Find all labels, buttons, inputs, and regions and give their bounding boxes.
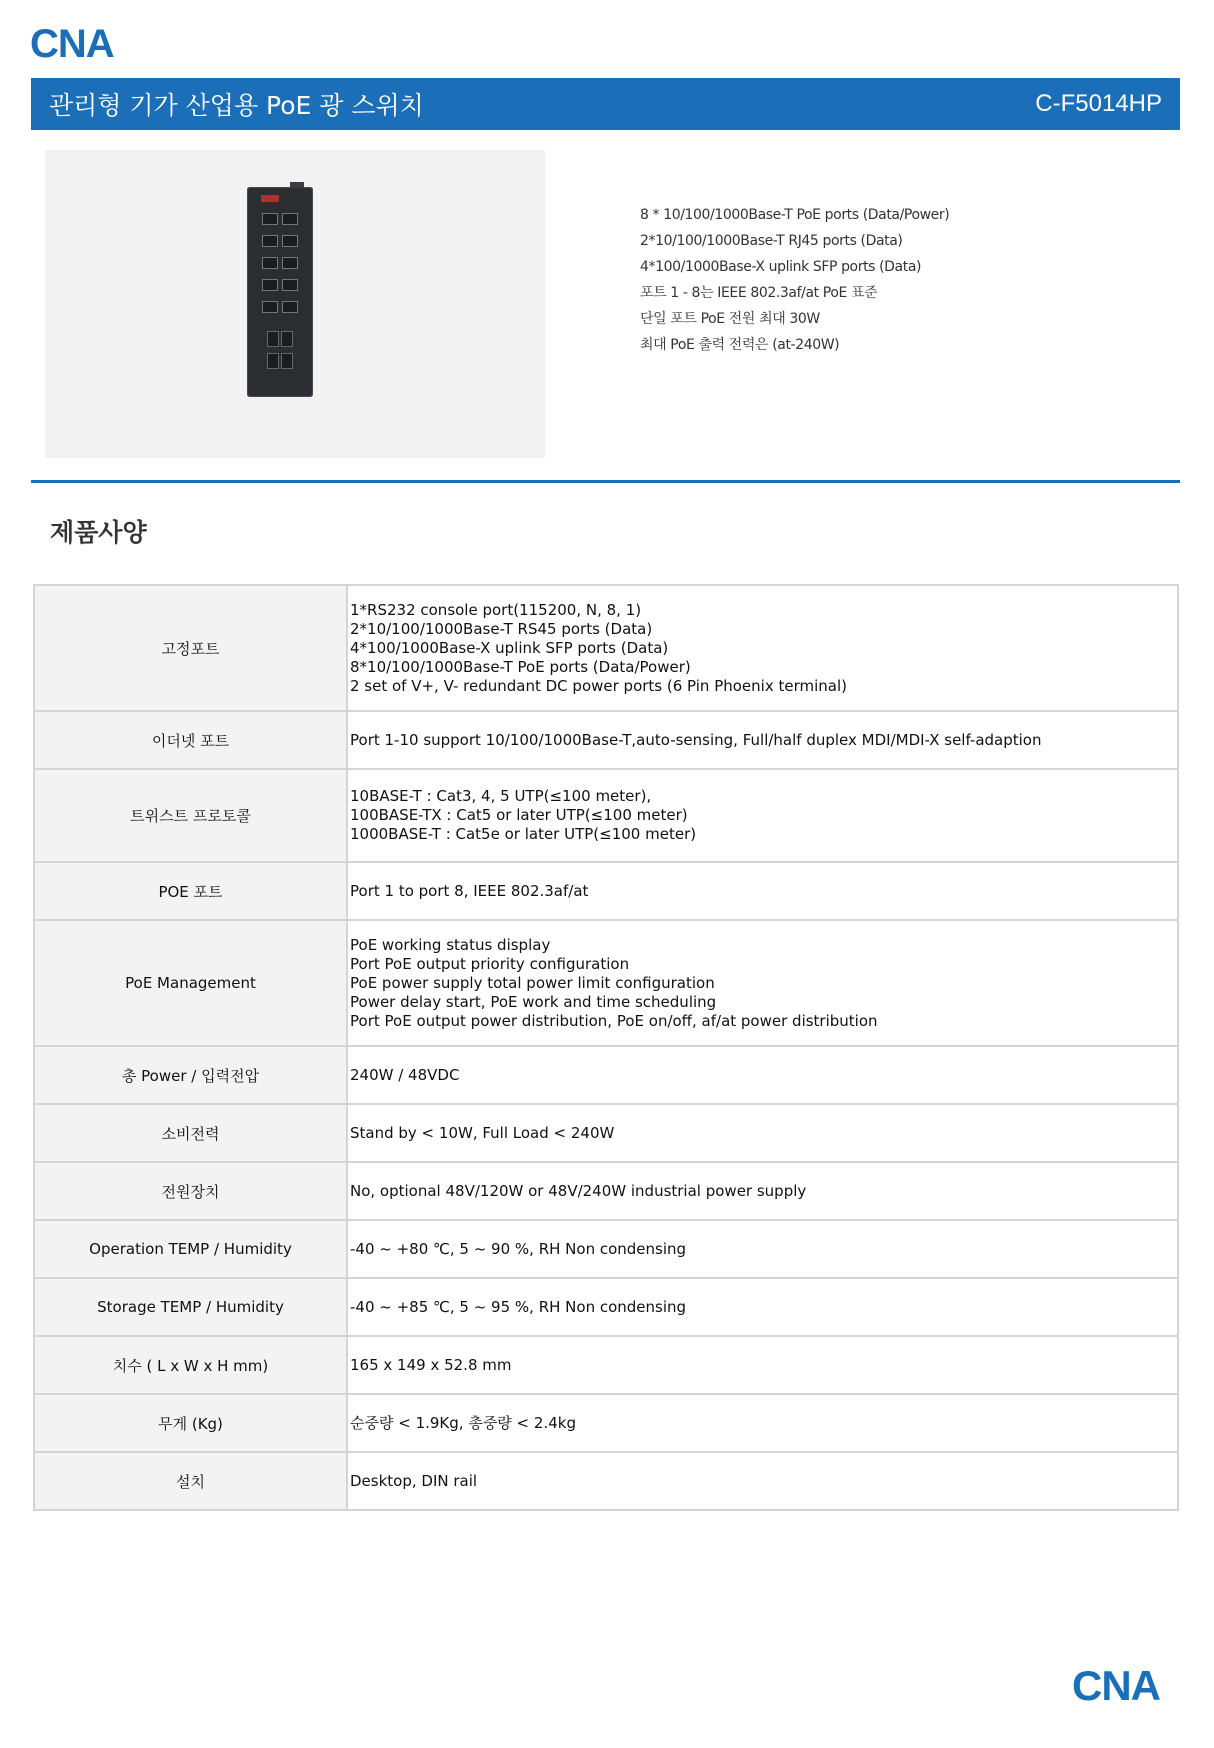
spec-value: [347, 1278, 1178, 1336]
spec-row: [34, 1452, 1178, 1510]
ethernet-port-shape: [262, 235, 278, 247]
feature-item: 8 * 10/100/1000Base-T PoE ports (Data/Power): [640, 207, 950, 223]
spec-value: [347, 862, 1178, 920]
spec-value-line: 1000BASE-T : Cat5e or later UTP(≤100 meter): [350, 825, 697, 843]
spec-label: 이더넷 포트: [34, 711, 347, 769]
spec-label: 전원장치: [34, 1162, 347, 1220]
ethernet-port-shape: [282, 257, 298, 269]
spec-value-line: No, optional 48V/120W or 48V/240W industrial power supply: [350, 1181, 807, 1200]
spec-label: 치수 ( L x W x H mm): [34, 1336, 347, 1394]
spec-value: [347, 1162, 1178, 1220]
ethernet-port-shape: [262, 257, 278, 269]
spec-value-line: Desktop, DIN rail: [350, 1471, 478, 1490]
spec-row: [34, 1162, 1178, 1220]
spec-row: [34, 1394, 1178, 1452]
footer-logo: CNA: [1072, 1662, 1160, 1709]
spec-row: [34, 1046, 1178, 1104]
spec-value: [347, 920, 1178, 1046]
spec-value-line: 100BASE-TX : Cat5 or later UTP(≤100 meter): [350, 806, 688, 824]
spec-value-line: PoE working status display: [350, 935, 551, 954]
spec-row: [34, 711, 1178, 769]
spec-label: Operation TEMP / Humidity: [34, 1220, 347, 1278]
spec-value: [347, 1336, 1178, 1394]
spec-value-line: 2 set of V+, V- redundant DC power ports (6 Pin Phoenix terminal): [350, 676, 847, 695]
spec-value-line: Port 1-10 support 10/100/1000Base-T,auto-sensing, Full/half duplex MDI/MDI-X self-adaption: [350, 730, 1042, 749]
spec-value-line: 순중량 < 1.9Kg, 총중량 < 2.4kg: [350, 1413, 576, 1432]
ethernet-port-shape: [262, 213, 278, 225]
spec-row: [34, 1104, 1178, 1162]
spec-value: [347, 769, 1178, 862]
spec-label: PoE Management: [34, 920, 347, 1046]
spec-value-line: 165 x 149 x 52.8 mm: [350, 1355, 512, 1374]
feature-item: 2*10/100/1000Base-T RJ45 ports (Data): [640, 233, 903, 249]
sfp-port-shape: [281, 331, 293, 347]
spec-value: [347, 1452, 1178, 1510]
ethernet-port-shape: [262, 279, 278, 291]
feature-item: 포트 1 - 8는 IEEE 802.3af/at PoE 표준: [640, 285, 878, 301]
spec-value-line: Port PoE output power distribution, PoE on/off, af/at power distribution: [350, 1011, 878, 1030]
spec-value-line: 1*RS232 console port(115200, N, 8, 1): [350, 600, 642, 619]
ethernet-port-shape: [282, 301, 298, 313]
spec-row: [34, 1336, 1178, 1394]
spec-value-line: 10BASE-T : Cat3, 4, 5 UTP(≤100 meter),: [350, 787, 652, 805]
spec-value-line: 8*10/100/1000Base-T PoE ports (Data/Power): [350, 657, 691, 676]
spec-row: [34, 920, 1178, 1046]
spec-table: [33, 584, 1179, 1511]
ethernet-port-shape: [282, 213, 298, 225]
section-divider: [31, 480, 1180, 483]
sfp-port-shape: [267, 331, 279, 347]
spec-value-line: 240W / 48VDC: [350, 1065, 460, 1084]
spec-value: [347, 1394, 1178, 1452]
product-title: 관리형 기가 산업용 PoE 광 스위치: [49, 91, 424, 120]
spec-value: [347, 711, 1178, 769]
spec-value: [347, 1104, 1178, 1162]
title-bar: [31, 78, 1180, 130]
spec-value: [347, 1046, 1178, 1104]
product-photo: [45, 150, 545, 458]
spec-row: [34, 1220, 1178, 1278]
feature-item: 4*100/1000Base-X uplink SFP ports (Data): [640, 259, 922, 275]
spec-label: 트위스트 프로토콜: [34, 769, 347, 862]
spec-label: 무게 (Kg): [34, 1394, 347, 1452]
spec-row: [34, 769, 1178, 862]
feature-item: 단일 포트 PoE 전원 최대 30W: [640, 311, 820, 327]
brand-logo: CNA: [30, 22, 114, 66]
switch-device-image: [247, 187, 313, 397]
section-title: 제품사양: [50, 518, 147, 547]
spec-value: [347, 1220, 1178, 1278]
model-number: C-F5014HP: [1035, 90, 1162, 117]
spec-label: 소비전력: [34, 1104, 347, 1162]
sfp-port-shape: [267, 353, 279, 369]
spec-label: 총 Power / 입력전압: [34, 1046, 347, 1104]
spec-value-line: Power delay start, PoE work and time scheduling: [350, 992, 717, 1011]
spec-label: 설치: [34, 1452, 347, 1510]
spec-value-line: Port PoE output priority configuration: [350, 954, 630, 973]
spec-value-line: -40 ~ +85 ℃, 5 ~ 95 %, RH Non condensing: [350, 1297, 687, 1316]
spec-label: Storage TEMP / Humidity: [34, 1278, 347, 1336]
feature-list: [640, 202, 949, 358]
spec-row: [34, 585, 1178, 711]
feature-item: 최대 PoE 출력 전력은 (at-240W): [640, 337, 840, 353]
spec-value-line: 2*10/100/1000Base-T RS45 ports (Data): [350, 619, 653, 638]
spec-label: 고정포트: [34, 585, 347, 711]
spec-value-line: -40 ~ +80 ℃, 5 ~ 90 %, RH Non condensing: [350, 1239, 687, 1258]
ethernet-port-shape: [262, 301, 278, 313]
spec-value: [347, 585, 1178, 711]
spec-row: [34, 862, 1178, 920]
ethernet-port-shape: [282, 235, 298, 247]
spec-value-line: 4*100/1000Base-X uplink SFP ports (Data): [350, 638, 669, 657]
spec-value-line: PoE power supply total power limit configuration: [350, 973, 715, 992]
sfp-port-shape: [281, 353, 293, 369]
spec-row: [34, 1278, 1178, 1336]
spec-value-line: Stand by < 10W, Full Load < 240W: [350, 1123, 615, 1142]
spec-value-line: Port 1 to port 8, IEEE 802.3af/at: [350, 881, 589, 900]
ethernet-port-shape: [282, 279, 298, 291]
spec-label: POE 포트: [34, 862, 347, 920]
